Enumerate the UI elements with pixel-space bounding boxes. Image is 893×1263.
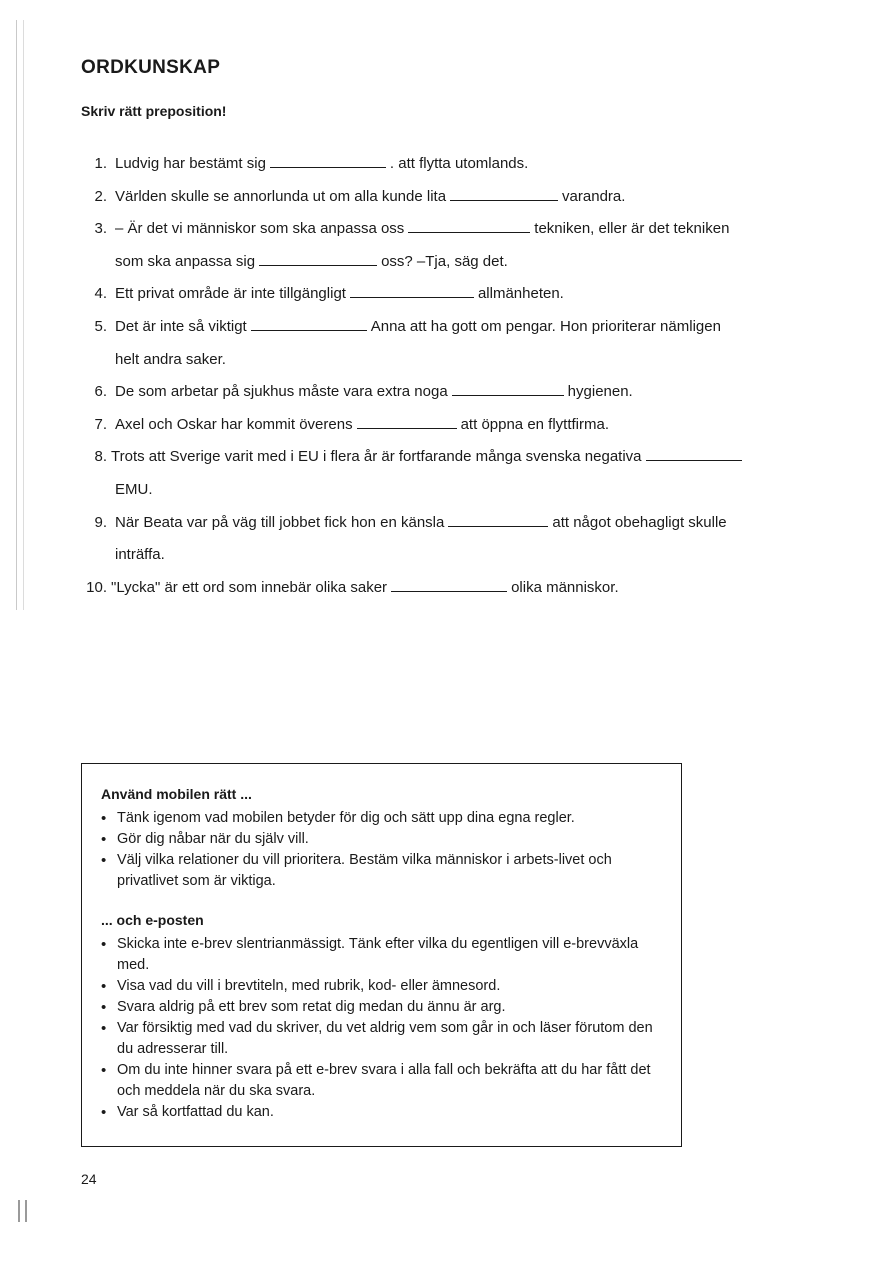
item-number: 5. <box>94 317 107 335</box>
list-item: • Tänk igenom vad mobilen betyder för dig och sätt upp dina egna regler. <box>101 808 671 829</box>
exercise-item-4 <box>81 282 821 315</box>
list-item: • Skicka inte e-brev slentrianmässigt. Tänk efter vilka du egentligen vill e-brevväxla med. <box>101 934 671 976</box>
item-text: Det är inte så viktigt <box>115 317 247 335</box>
page-number: 24 <box>81 1171 97 1187</box>
item-number: 8. <box>94 448 107 466</box>
exercise-instruction: Skriv rätt preposition! <box>81 103 227 119</box>
binding-edge <box>16 20 24 610</box>
exercise-item-10 <box>81 576 821 609</box>
list-item: • Var så kortfattad du kan. <box>101 1102 671 1123</box>
exercise-item-2 <box>81 185 821 218</box>
item-text: När Beata var på väg till jobbet fick hon en känsla <box>115 513 445 531</box>
item-text: Anna att ha gott om pengar. Hon prioriterar nämligen <box>370 317 721 335</box>
page-title: ORDKUNSKAP <box>81 57 221 78</box>
item-text: att öppna en flyttfirma. <box>460 415 610 433</box>
answer-blank[interactable] <box>259 251 377 266</box>
mobile-tips-heading: Använd mobilen rätt ... <box>101 786 252 802</box>
item-text: tekniken, eller är det tekniken <box>534 220 730 238</box>
item-number: 2. <box>94 187 107 205</box>
item-number: 10. <box>86 578 107 596</box>
exercise-item-8 <box>81 445 821 478</box>
item-text: varandra. <box>562 187 626 205</box>
answer-blank[interactable] <box>350 283 474 298</box>
item-text: De som arbetar på sjukhus måste vara extra noga <box>115 383 448 401</box>
answer-blank[interactable] <box>646 446 742 461</box>
exercise-list <box>81 152 821 608</box>
item-number: 4. <box>94 285 107 303</box>
item-text: allmänheten. <box>477 285 564 303</box>
answer-blank[interactable] <box>448 512 548 527</box>
exercise-item-7 <box>81 413 821 446</box>
exercise-item-5-cont <box>81 348 821 381</box>
item-text: Ett privat område är inte tillgängligt <box>115 285 346 303</box>
item-text: EMU. <box>115 480 153 498</box>
item-number: 1. <box>94 155 107 172</box>
answer-blank[interactable] <box>450 186 558 201</box>
item-text: som ska anpassa sig <box>115 252 256 270</box>
item-text: "Lycka" är ett ord som innebär olika saker <box>111 578 388 596</box>
item-text: inträffa. <box>115 546 165 564</box>
list-item: • Visa vad du vill i brevtiteln, med rubrik, kod- eller ämnesord. <box>101 976 671 997</box>
list-item: • Svara aldrig på ett brev som retat dig medan du ännu är arg. <box>101 997 671 1018</box>
item-number: 6. <box>94 383 107 401</box>
item-text: Trots att Sverige varit med i EU i flera år är fortfarande många svenska negativa <box>111 448 642 466</box>
item-number: 7. <box>94 415 107 433</box>
item-text: Världen skulle se annorlunda ut om alla kunde lita <box>115 187 447 205</box>
email-tips-heading: ... och e-posten <box>101 912 204 928</box>
answer-blank[interactable] <box>408 218 530 233</box>
email-tips-list <box>101 934 671 1123</box>
binding-mark <box>18 1200 27 1222</box>
item-text: Ludvig har bestämt sig <box>115 155 266 172</box>
list-item: • Gör dig nåbar när du själv vill. <box>101 829 671 850</box>
exercise-item-5 <box>81 315 821 348</box>
item-text: att något obehagligt skulle <box>552 513 727 531</box>
list-item: • Var försiktig med vad du skriver, du vet aldrig vem som går in och läser förutom den du adresserar till. <box>101 1018 671 1060</box>
answer-blank[interactable] <box>270 153 386 168</box>
list-item: • Om du inte hinner svara på ett e-brev svara i alla fall och bekräfta att du har fått det och meddela när du ska svara. <box>101 1060 671 1102</box>
list-item: • Välj vilka relationer du vill prioritera. Bestäm vilka människor i arbets-livet och privatlivet som är viktiga. <box>101 850 671 892</box>
answer-blank[interactable] <box>452 381 564 396</box>
exercise-item-8-cont <box>81 478 821 511</box>
exercise-item-3-cont <box>81 250 821 283</box>
item-text: . att flytta utomlands. <box>389 155 529 172</box>
item-text: oss? –Tja, säg det. <box>381 252 508 270</box>
answer-blank[interactable] <box>391 577 507 592</box>
exercise-item-9-cont <box>81 543 821 576</box>
item-text: helt andra saker. <box>115 350 226 368</box>
mobile-tips-list <box>101 808 671 892</box>
item-text: Axel och Oskar har kommit överens <box>115 415 353 433</box>
item-number: 9. <box>94 513 107 531</box>
answer-blank[interactable] <box>251 316 367 331</box>
item-number: 3. <box>94 220 107 238</box>
exercise-item-6 <box>81 380 821 413</box>
tips-box <box>81 763 682 1147</box>
exercise-item-9 <box>81 511 821 544</box>
item-text: – Är det vi människor som ska anpassa oss <box>115 220 405 238</box>
exercise-item-3 <box>81 217 821 250</box>
item-text: hygienen. <box>567 383 633 401</box>
exercise-item-1 <box>81 152 821 185</box>
item-text: olika människor. <box>511 578 619 596</box>
answer-blank[interactable] <box>357 414 457 429</box>
